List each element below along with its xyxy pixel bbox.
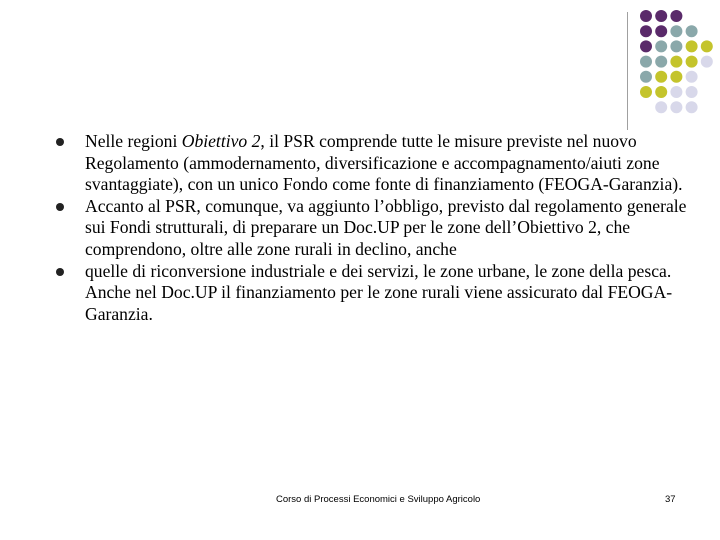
bullet-item <box>56 131 696 196</box>
dot-olive <box>670 71 682 83</box>
dot-lavender <box>670 86 682 98</box>
bullet-dot-icon <box>56 203 64 211</box>
decorative-divider-line <box>627 12 628 130</box>
dot-teal <box>686 25 698 37</box>
bullet-dot-icon <box>56 268 64 276</box>
bullet-text: Accanto al PSR, comunque, va aggiunto l’obbligo, previsto dal regolamento generale sui Fondi strutturali, di preparare un Doc.UP per le zone dell’Obiettivo 2, che comprendono, oltre alle zone rurali in declino, anche <box>85 195 687 259</box>
dot-olive <box>655 71 667 83</box>
decorative-dot-grid <box>639 8 719 118</box>
dot-lavender <box>670 101 682 113</box>
dot-lavender <box>686 71 698 83</box>
bullet-text-italic: Obiettivo 2 <box>181 131 261 151</box>
dot-olive <box>686 40 698 52</box>
dot-purple <box>640 40 652 52</box>
dot-grid-graphic <box>639 8 719 118</box>
dot-teal <box>655 56 667 68</box>
dot-purple <box>655 25 667 37</box>
bullet-text-rest: , il PSR comprende tutte le misure previste nel nuovo Regolamento (ammodernamento, diversificazione e accompagnamento/aiuti zone svantaggiate), con un unico Fondo come fonte di finanziamento (FEOGA-Garanzia). <box>85 131 683 195</box>
bullet-list <box>56 131 696 325</box>
footer-course-title: Corso di Processi Economici e Sviluppo Agricolo <box>276 494 481 505</box>
dot-teal <box>655 40 667 52</box>
bullet-text: quelle di riconversione industriale e dei servizi, le zone urbane, le zone della pesca. Anche nel Doc.UP il finanziamento per le zone rurali viene assicurato dal FEOGA-Garanzia. <box>85 260 673 324</box>
dot-olive <box>686 56 698 68</box>
dot-purple <box>670 10 682 22</box>
dot-purple <box>655 10 667 22</box>
dot-teal <box>640 56 652 68</box>
bullet-text-lead: Nelle regioni <box>85 131 182 151</box>
dot-olive <box>640 86 652 98</box>
dot-lavender <box>655 101 667 113</box>
dot-purple <box>640 10 652 22</box>
dot-olive <box>701 40 713 52</box>
bullet-item <box>56 196 696 261</box>
dot-lavender <box>686 101 698 113</box>
bullet-item <box>56 261 696 326</box>
page-number: 37 <box>665 494 676 505</box>
dot-olive <box>670 56 682 68</box>
bullet-dot-icon <box>56 138 64 146</box>
dot-purple <box>640 25 652 37</box>
dot-teal <box>670 25 682 37</box>
dot-olive <box>655 86 667 98</box>
dot-teal <box>670 40 682 52</box>
dot-lavender <box>701 56 713 68</box>
dot-lavender <box>686 86 698 98</box>
dot-teal <box>640 71 652 83</box>
